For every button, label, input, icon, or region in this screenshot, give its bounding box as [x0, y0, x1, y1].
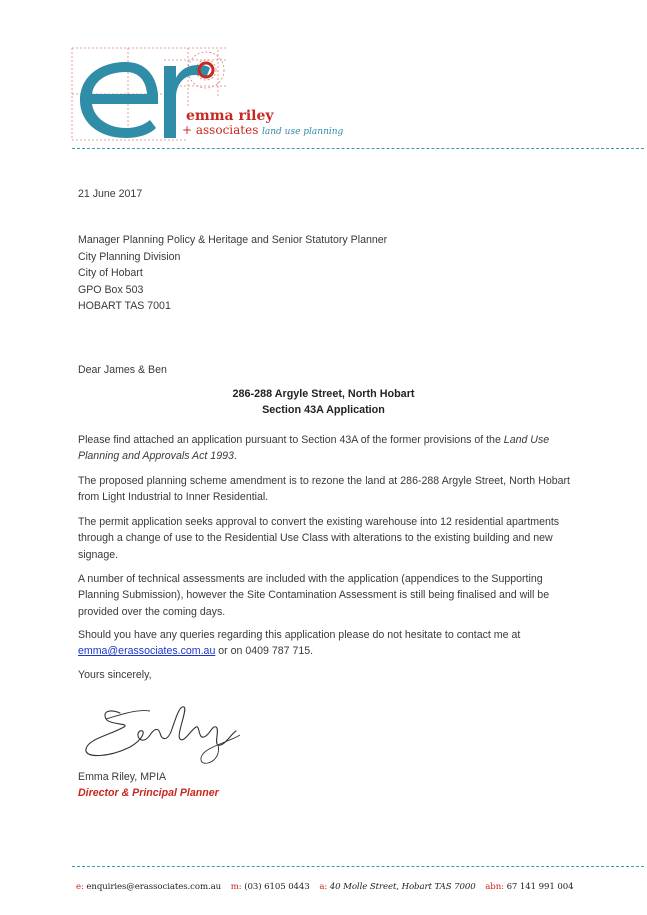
logo-letter-e — [80, 62, 158, 138]
salutation: Dear James & Ben — [78, 364, 167, 376]
brand-name: emma riley — [186, 108, 274, 124]
p5-end: or on 0409 787 715. — [215, 645, 314, 658]
footer-abn-label: abn: — [485, 882, 504, 892]
footer-contacts — [76, 882, 574, 892]
footer-abn: 67 141 991 004 — [506, 882, 574, 892]
footer-mobile: (03) 6105 0443 — [244, 882, 310, 892]
subject-line-2: Section 43A Application — [262, 404, 385, 416]
brand-associates: + associates — [182, 123, 259, 137]
body-paragraph-5 — [78, 627, 570, 660]
address-line: City of Hobart — [78, 267, 143, 280]
address-line: Manager Planning Policy & Heritage and Senior Statutory Planner — [78, 234, 388, 246]
p5-text: Should you have any queries regarding this application please do not hesitate to contact me at — [78, 629, 521, 641]
body-paragraph-3: The permit application seeks approval to convert the existing warehouse into 12 residential apartments through a change of use to the Residential Use Class with alterations to the existing building and new signage. — [78, 516, 560, 561]
p1-text: Please find attached an application pursuant to Section 43A of the former provisions of the — [78, 434, 504, 446]
address-line: City Planning Division — [78, 250, 181, 263]
brand-tagline: land use planning — [262, 127, 344, 137]
body-paragraph-1 — [78, 432, 570, 465]
signatory-name: Emma Riley, MPIA — [78, 771, 167, 783]
letter-date: 21 June 2017 — [78, 188, 143, 200]
footer-email-label: e: — [76, 882, 84, 892]
p1-end: . — [233, 450, 237, 463]
footer-divider — [72, 866, 644, 867]
footer-address: 40 Molle Street, Hobart TAS 7000 — [329, 882, 476, 892]
body-paragraph-4: A number of technical assessments are included with the application (appendices to the Supporting Planning Submission), however the Site Contamination Assessment is still being finalised and will be provided over the coming days. — [78, 573, 550, 618]
address-line: GPO Box 503 — [78, 283, 144, 296]
closing: Yours sincerely, — [78, 669, 152, 681]
subject-heading — [0, 386, 647, 418]
header-divider — [72, 148, 644, 149]
address-line: HOBART TAS 7001 — [78, 300, 171, 313]
email-link[interactable]: emma@erassociates.com.au — [78, 645, 216, 658]
footer-mobile-label: m: — [230, 882, 242, 892]
subject-line-1: 286-288 Argyle Street, North Hobart — [232, 388, 415, 400]
handwritten-signature — [80, 695, 255, 765]
signatory-title: Director & Principal Planner — [78, 787, 219, 799]
footer-email[interactable]: enquiries@erassociates.com.au — [86, 882, 222, 892]
act-title: Land Use Planning and Approvals Act 1993 — [78, 434, 550, 463]
body-paragraph-2: The proposed planning scheme amendment is to rezone the land at 286-288 Argyle Street, North Hobart from Light Industrial to Inner Residential. — [78, 475, 570, 504]
footer-address-label: a: — [319, 882, 328, 892]
recipient-address — [78, 232, 387, 315]
company-logo — [68, 40, 348, 150]
